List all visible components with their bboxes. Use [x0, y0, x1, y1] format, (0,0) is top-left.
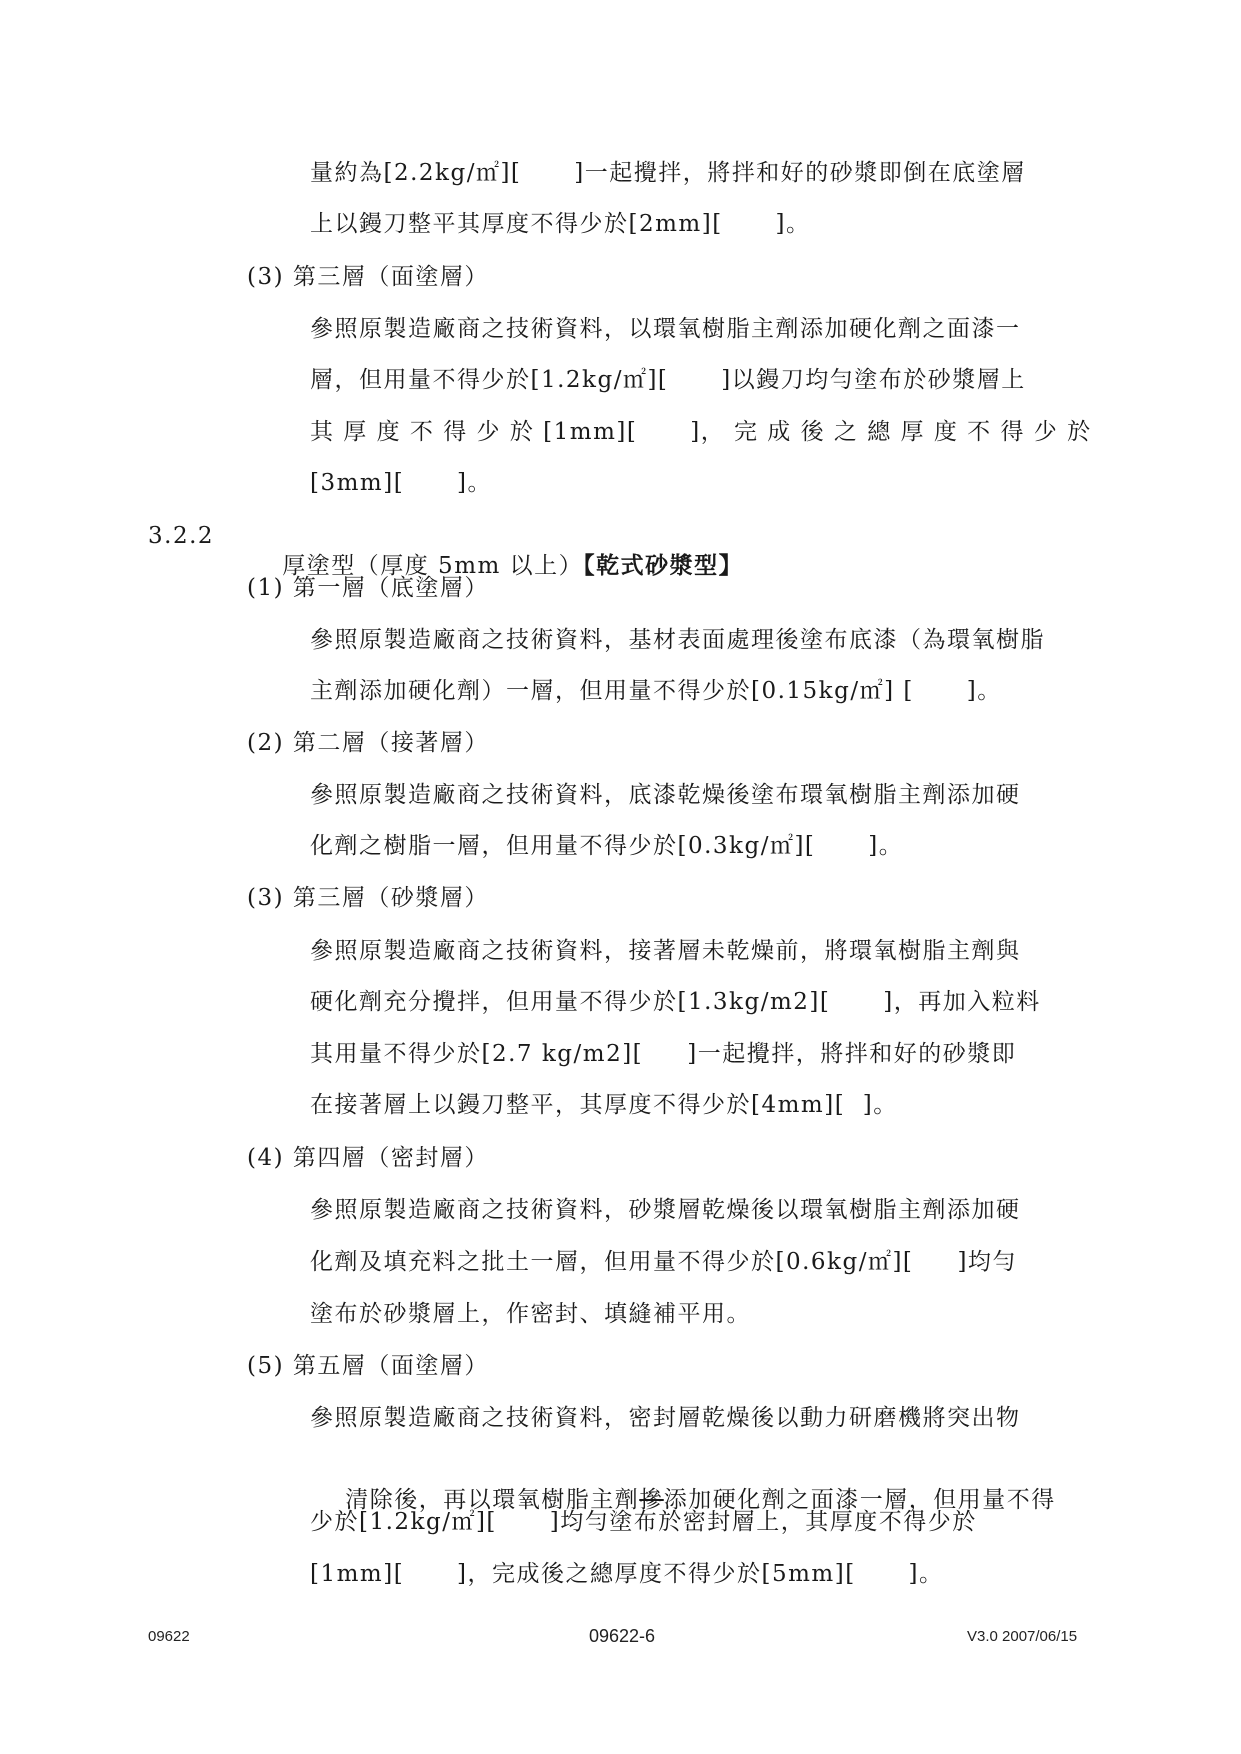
section-title: 厚塗型（厚度 5mm 以上） — [282, 553, 584, 579]
paragraph-line: 上以鏝刀整平其厚度不得少於[2mm][ ]。 — [310, 211, 811, 237]
paragraph-line: 參照原製造廠商之技術資料，砂漿層乾燥後以環氧樹脂主劑添加硬 — [310, 1197, 1021, 1223]
paragraph-line: 化劑及填充料之批土一層，但用量不得少於[0.6kg/㎡][ ]均勻 — [310, 1249, 1017, 1275]
list-item-heading: (3) 第三層（砂漿層） — [247, 885, 489, 911]
paragraph-line: 參照原製造廠商之技術資料，基材表面處理後塗布底漆（為環氧樹脂 — [310, 627, 1045, 653]
paragraph-line: 化劑之樹脂一層，但用量不得少於[0.3kg/㎡][ ]。 — [310, 833, 904, 859]
list-item-heading: (2) 第二層（接著層） — [247, 730, 489, 756]
text-run: 添加硬化劑之面漆一層，但用量不得 — [663, 1487, 1056, 1513]
footer-left: 09622 — [148, 1628, 190, 1645]
footer-version: V3.0 2007/06/15 — [967, 1628, 1078, 1645]
paragraph-line: 少於[1.2kg/㎡][ ]均勻塗布於密封層上，其厚度不得少於 — [310, 1509, 977, 1535]
paragraph-line: 其用量不得少於[2.7 kg/m2][ ]一起攪拌，將拌和好的砂漿即 — [310, 1041, 1017, 1067]
paragraph-line: 量約為[2.2kg/㎡][ ]一起攪拌，將拌和好的砂漿即倒在底塗層 — [310, 160, 1026, 186]
paragraph-line: 參照原製造廠商之技術資料，接著層未乾燥前，將環氧樹脂主劑與 — [310, 938, 1021, 964]
paragraph-line: 主劑添加硬化劑）一層，但用量不得少於[0.15kg/㎡] [ ]。 — [310, 678, 1002, 704]
paragraph-line: 參照原製造廠商之技術資料，底漆乾燥後塗布環氧樹脂主劑添加硬 — [310, 782, 1021, 808]
paragraph-line: 其 厚 度 不 得 少 於 [1mm][ ]， 完 成 後 之 總 厚 度 不 得 少 於 — [310, 419, 1092, 445]
paragraph-line: 塗布於砂漿層上，作密封、填縫補平用。 — [310, 1301, 751, 1327]
list-item-heading: (4) 第四層（密封層） — [247, 1145, 489, 1171]
paragraph-line: [1mm][ ]，完成後之總厚度不得少於[5mm][ ]。 — [310, 1561, 944, 1587]
paragraph-line: 硬化劑充分攪拌，但用量不得少於[1.3kg/m2][ ]，再加入粒料 — [310, 989, 1041, 1015]
paragraph-line: 參照原製造廠商之技術資料，密封層乾燥後以動力研磨機將突出物 — [310, 1405, 1021, 1431]
section-subtitle: 【乾式砂漿型】 — [583, 552, 744, 579]
list-item-heading: (5) 第五層（面塗層） — [247, 1353, 489, 1379]
paragraph-line: 在接著層上以鏝刀整平，其厚度不得少於[4mm][ ]。 — [310, 1092, 898, 1118]
list-item-heading: (3) 第三層（面塗層） — [247, 264, 489, 290]
paragraph-line: 層，但用量不得少於[1.2kg/㎡][ ]以鏝刀均勻塗布於砂漿層上 — [310, 367, 1026, 393]
paragraph-line: 參照原製造廠商之技術資料，以環氧樹脂主劑添加硬化劑之面漆一 — [310, 316, 1021, 342]
footer-page-number: 09622-6 — [589, 1626, 656, 1646]
struck-text: 摻 — [639, 1487, 664, 1513]
section-number: 3.2.2 — [148, 523, 215, 549]
list-item-heading: (1) 第一層（底塗層） — [247, 575, 489, 601]
paragraph-line: [3mm][ ]。 — [310, 470, 493, 496]
text-run: 清除後，再以環氧樹脂主劑 — [345, 1487, 640, 1513]
